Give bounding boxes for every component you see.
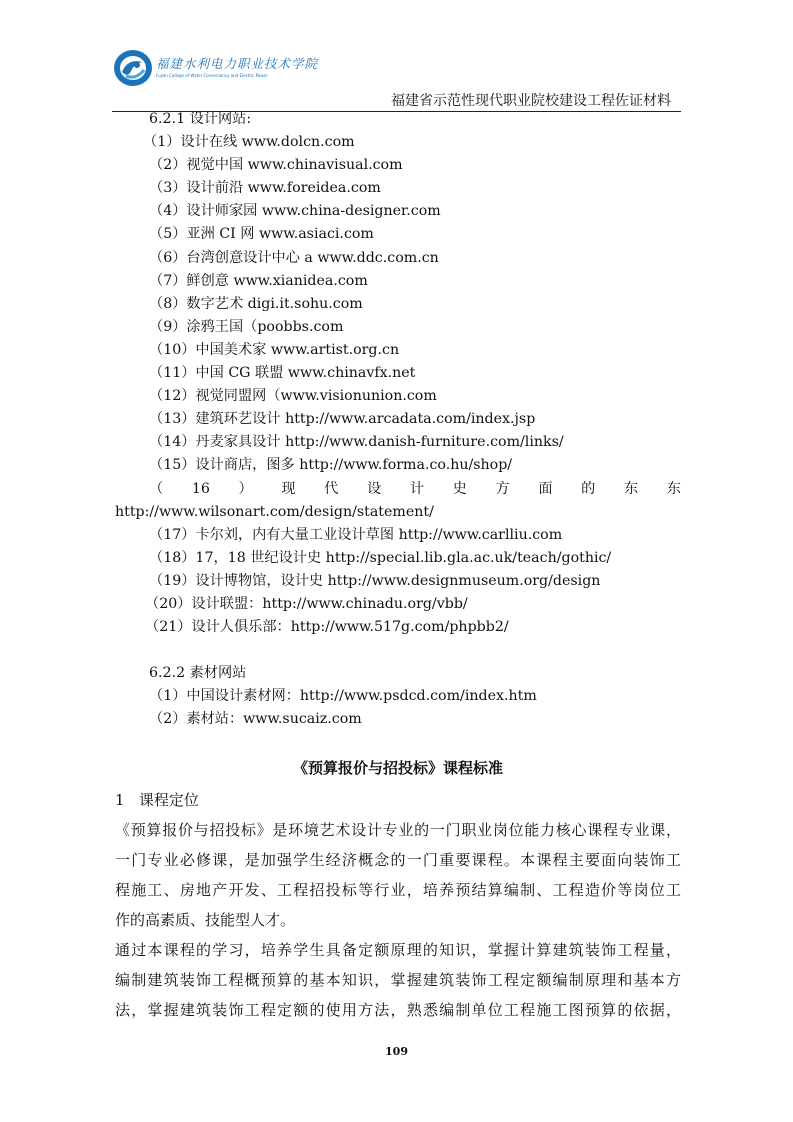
list-item: （17）卡尔刘，内有大量工业设计草图 http://www.carlliu.com (149, 526, 563, 543)
list-item-16-part: ） (238, 480, 253, 497)
list-item: （12）视觉同盟网（www.visionunion.com (149, 388, 437, 405)
page-number: 109 (385, 1045, 408, 1058)
list-item: （13）建筑环艺设计 http://www.arcadata.com/index.jsp (149, 411, 536, 428)
paragraph-line: 通过本课程的学习，培养学生具备定额原理的知识，掌握计算建筑装饰工程量， (115, 940, 681, 959)
paragraph-1 (115, 815, 681, 935)
list-item: （3）设计前沿 www.foreidea.com (149, 180, 381, 197)
list-item: （1）中国设计素材网：http://www.psdcd.com/index.htm (149, 688, 537, 705)
material-sites-heading: 6.2.2 素材网站 (149, 665, 247, 682)
list-item: （21）设计人俱乐部：http://www.517g.com/phpbb2/ (145, 619, 509, 636)
list-item: （11）中国 CG 联盟 www.chinavfx.net (149, 365, 416, 382)
list-item: （19）设计博物馆，设计史 http://www.designmuseum.org/design (149, 572, 601, 589)
spacer (115, 639, 681, 662)
paragraph-line: 法，掌握建筑装饰工程定额的使用方法，熟悉编制单位工程施工图预算的依据， (115, 1000, 681, 1019)
list-item: （4）设计师家园 www.china-designer.com (149, 203, 441, 220)
list-item: （10）中国美术家 www.artist.org.cn (149, 341, 400, 358)
list-item-16-part: 面 (538, 480, 553, 497)
list-item-16-part: 现 (281, 480, 296, 497)
list-item-16-part: 史 (452, 480, 467, 497)
list-item-16-url: http://www.wilsonart.com/design/statement/ (115, 503, 434, 520)
logo-calligraphy: 福建水利电力职业技术学院 (156, 56, 319, 71)
list-item: （9）涂鸦王国（poobbs.com (149, 318, 344, 335)
list-item: （2）素材站：www.sucaiz.com (149, 711, 362, 728)
list-item-16-part: （ (149, 480, 164, 497)
list-item-16-part: 方 (495, 480, 510, 497)
list-item: （8）数字艺术 digi.it.sohu.com (149, 295, 363, 312)
college-logo (112, 46, 319, 90)
list-item-16-part: 东 (666, 480, 681, 497)
section-heading: 1 课程定位 (115, 790, 199, 809)
list-item: （2）视觉中国 www.chinavisual.com (149, 157, 403, 174)
logo-english: Fujian College of Water Conservancy and Electric Power (156, 73, 268, 78)
list-item-16-part: 东 (623, 480, 639, 497)
list-item-16-part: 的 (581, 480, 596, 497)
list-item: （1）设计在线 www.dolcn.com (143, 134, 355, 151)
list-item: （5）亚洲 CI 网 www.asiaci.com (149, 226, 374, 243)
list-item: （15）设计商店，图多 http://www.forma.co.hu/shop/ (149, 457, 513, 474)
list-item-16-part: 16 (191, 480, 210, 497)
paragraph-2 (115, 935, 681, 1025)
paragraph-line: 编制建筑装饰工程概预算的基本知识，掌握建筑装饰工程定额编制原理和基本方 (115, 970, 681, 989)
list-item-16-part: 计 (409, 480, 425, 497)
list-item: （6）台湾创意设计中心 a www.ddc.com.cn (149, 249, 439, 266)
list-item-16-part: 设 (367, 480, 382, 497)
list-item-16-part: 代 (324, 480, 339, 497)
paragraph-line: 《预算报价与招投标》是环境艺术设计专业的一门职业岗位能力核心课程专业课， (115, 820, 681, 839)
paragraph-line: 作的高素质、技能型人才。 (115, 910, 296, 929)
list-item: （20）设计联盟：http://www.chinadu.org/vbb/ (145, 595, 468, 612)
design-sites-heading: 6.2.1 设计网站: (149, 111, 252, 127)
list-item: （18）17，18 世纪设计史 http://special.lib.gla.ac.uk/teach/gothic/ (149, 549, 612, 566)
course-title: 《预算报价与招投标》课程标准 (292, 759, 503, 778)
header-title: 福建省示范性现代职业院校建设工程佐证材料 (391, 93, 671, 109)
list-item: （14）丹麦家具设计 http://www.danish-furniture.com/links/ (149, 434, 564, 451)
list-item-16 (115, 478, 681, 501)
paragraph-line: 程施工、房地产开发、工程招投标等行业，培养预结算编制、工程造价等岗位工 (115, 880, 681, 899)
paragraph-line: 一门专业必修课，是加强学生经济概念的一门重要课程。本课程主要面向装饰工 (115, 850, 681, 869)
page-content (115, 108, 681, 1025)
list-item: （7）鲜创意 www.xianidea.com (149, 272, 368, 289)
course-section (115, 785, 681, 815)
